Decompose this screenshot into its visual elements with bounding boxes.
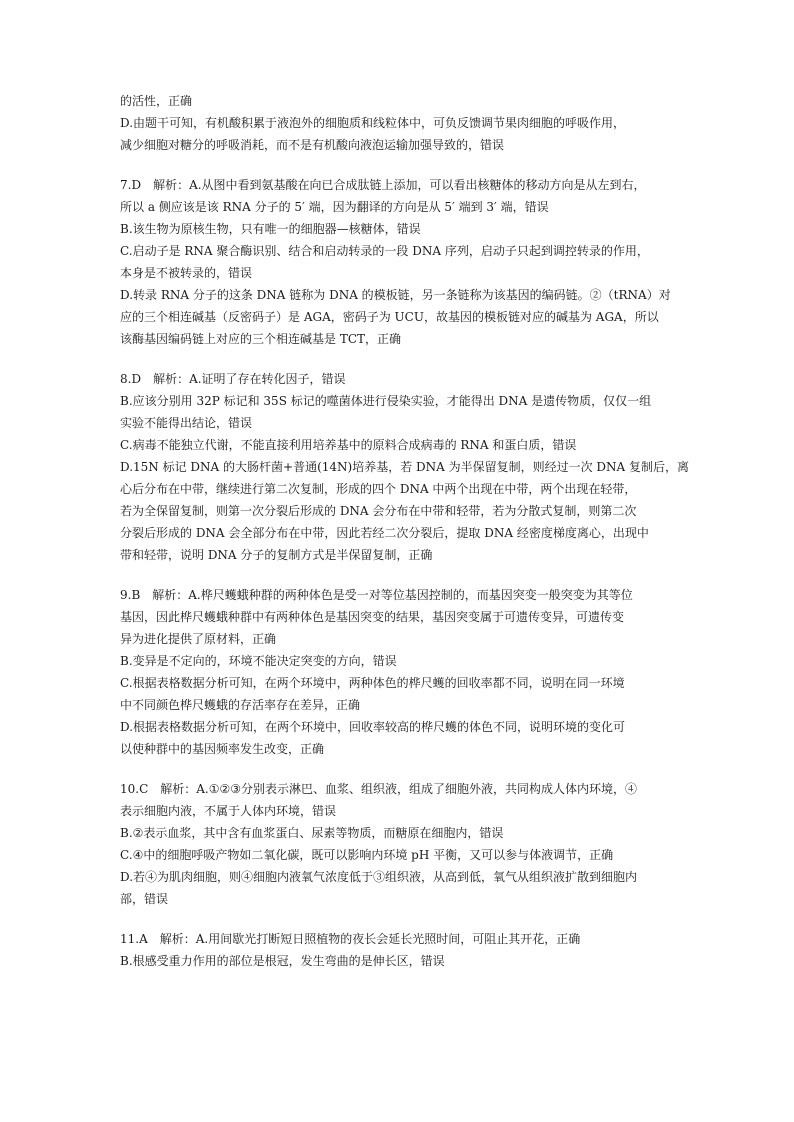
text-line: 该酶基因编码链上对应的三个相连碱基是 TCT，正确 — [120, 332, 402, 346]
block-question-10 — [120, 778, 680, 910]
section-gap — [120, 566, 680, 584]
text-line: 表示细胞内液，不属于人体内环境，错误 — [120, 804, 337, 818]
text-line: 带和轻带，说明 DNA 分子的复制方式是半保留复制，正确 — [120, 548, 433, 562]
section-gap — [120, 350, 680, 368]
text-line: C.病毒不能独立代谢，不能直接利用培养基中的原料合成病毒的 RNA 和蛋白质，错误 — [120, 438, 577, 452]
text-line: 8.D 解析：A.证明了存在转化因子，错误 — [120, 372, 346, 386]
text-line: 心后分布在中带，继续进行第二次复制，形成的四个 DNA 中两个出现在中带，两个出现在轻带， — [120, 482, 637, 496]
text-line: 分裂后形成的 DNA 会全部分布在中带，因此若经二次分裂后，提取 DNA 经密度梯度离心，出现中 — [120, 526, 649, 540]
text-line: B.变异是不定向的，环境不能决定突变的方向，错误 — [120, 654, 397, 668]
text-line: 11.A 解析：A.用间歇光打断短日照植物的夜长会延长光照时间，可阻止其开花，正确 — [120, 932, 581, 946]
block-continuation — [120, 90, 680, 156]
text-line: C.根据表格数据分析可知，在两个环境中，两种体色的桦尺蠖的回收率都不同，说明在同一环境 — [120, 676, 625, 690]
text-line: 7.D 解析：A.从图中看到氨基酸在向已合成肽链上添加，可以看出核糖体的移动方向是从左到右， — [120, 178, 646, 192]
text-line: B.应该分别用 32P 标记和 35S 标记的噬菌体进行侵染实验，才能得出 DNA 是遗传物质，仅仅一组 — [120, 394, 652, 408]
block-question-8 — [120, 368, 690, 566]
answer-content — [120, 90, 690, 972]
text-line: C.启动子是 RNA 聚合酶识别、结合和启动转录的一段 DNA 序列，启动子只起到调控转录的作用， — [120, 244, 649, 258]
text-line: 所以 a 侧应该是该 RNA 分子的 5′ 端，因为翻译的方向是从 5′ 端到 3′ 端，错误 — [120, 200, 549, 214]
text-line: 以使种群中的基因频率发生改变，正确 — [120, 742, 325, 756]
text-line: B.②表示血浆，其中含有血浆蛋白、尿素等物质，而糖原在细胞内，错误 — [120, 826, 504, 840]
text-line: D.若④为肌肉细胞，则④细胞内液氧气浓度低于③组织液，从高到低，氧气从组织液扩散到细胞内 — [120, 870, 638, 884]
text-line: B.根感受重力作用的部位是根冠，发生弯曲的是伸长区，错误 — [120, 954, 445, 968]
text-line: 中不同颜色桦尺蠖蛾的存活率存在差异，正确 — [120, 698, 361, 712]
section-gap — [120, 156, 680, 174]
text-line: C.④中的细胞呼吸产物如二氧化碳，既可以影响内环境 pH 平衡，又可以参与体液调节，正确 — [120, 848, 614, 862]
text-line: 减少细胞对糖分的呼吸消耗，而不是有机酸向液泡运输加强导致的，错误 — [120, 138, 505, 152]
text-line: B.该生物为原核生物，只有唯一的细胞器—核糖体，错误 — [120, 222, 421, 236]
text-line: D.转录 RNA 分子的这条 DNA 链称为 DNA 的模板链，另一条链称为该基因的编码链。②（tRNA）对 — [120, 288, 671, 302]
text-line: 10.C 解析：A.①②③分别表示淋巴、血浆、组织液，组成了细胞外液，共同构成人体内环境，④ — [120, 782, 638, 796]
block-question-11 — [120, 928, 680, 972]
text-line: 部，错误 — [120, 892, 169, 906]
text-line: D.根据表格数据分析可知，在两个环境中，回收率较高的桦尺蠖的体色不同，说明环境的变化可 — [120, 720, 626, 734]
text-line: 异为进化提供了原材料，正确 — [120, 632, 277, 646]
section-gap — [120, 910, 680, 928]
text-line: D.由题干可知，有机酸积累于液泡外的细胞质和线粒体中，可负反馈调节果肉细胞的呼吸作用， — [120, 116, 626, 130]
text-line: D.15N 标记 DNA 的大肠杆菌+普通(14N)培养基，若 DNA 为半保留复制，则经过一次 DNA 复制后，离 — [120, 460, 690, 474]
text-line: 本身是不被转录的，错误 — [120, 266, 253, 280]
text-line: 若为全保留复制，则第一次分裂后形成的 DNA 会分布在中带和轻带，若为分散式复制，则第二次 — [120, 504, 637, 518]
text-line: 9.B 解析：A.桦尺蠖蛾种群的两种体色是受一对等位基因控制的，而基因突变一般突变为其等位 — [120, 588, 633, 602]
text-line: 实验不能得出结论，错误 — [120, 416, 253, 430]
section-gap — [120, 760, 680, 778]
block-question-7 — [120, 174, 680, 350]
text-line: 的活性，正确 — [120, 94, 193, 108]
text-line: 应的三个相连碱基（反密码子）是 AGA，密码子为 UCU，故基因的模板链对应的碱基为 AGA，所以 — [120, 310, 659, 324]
block-question-9 — [120, 584, 680, 760]
text-line: 基因，因此桦尺蠖蛾种群中有两种体色是基因突变的结果，基因突变属于可遗传变异，可遗传变 — [120, 610, 625, 624]
